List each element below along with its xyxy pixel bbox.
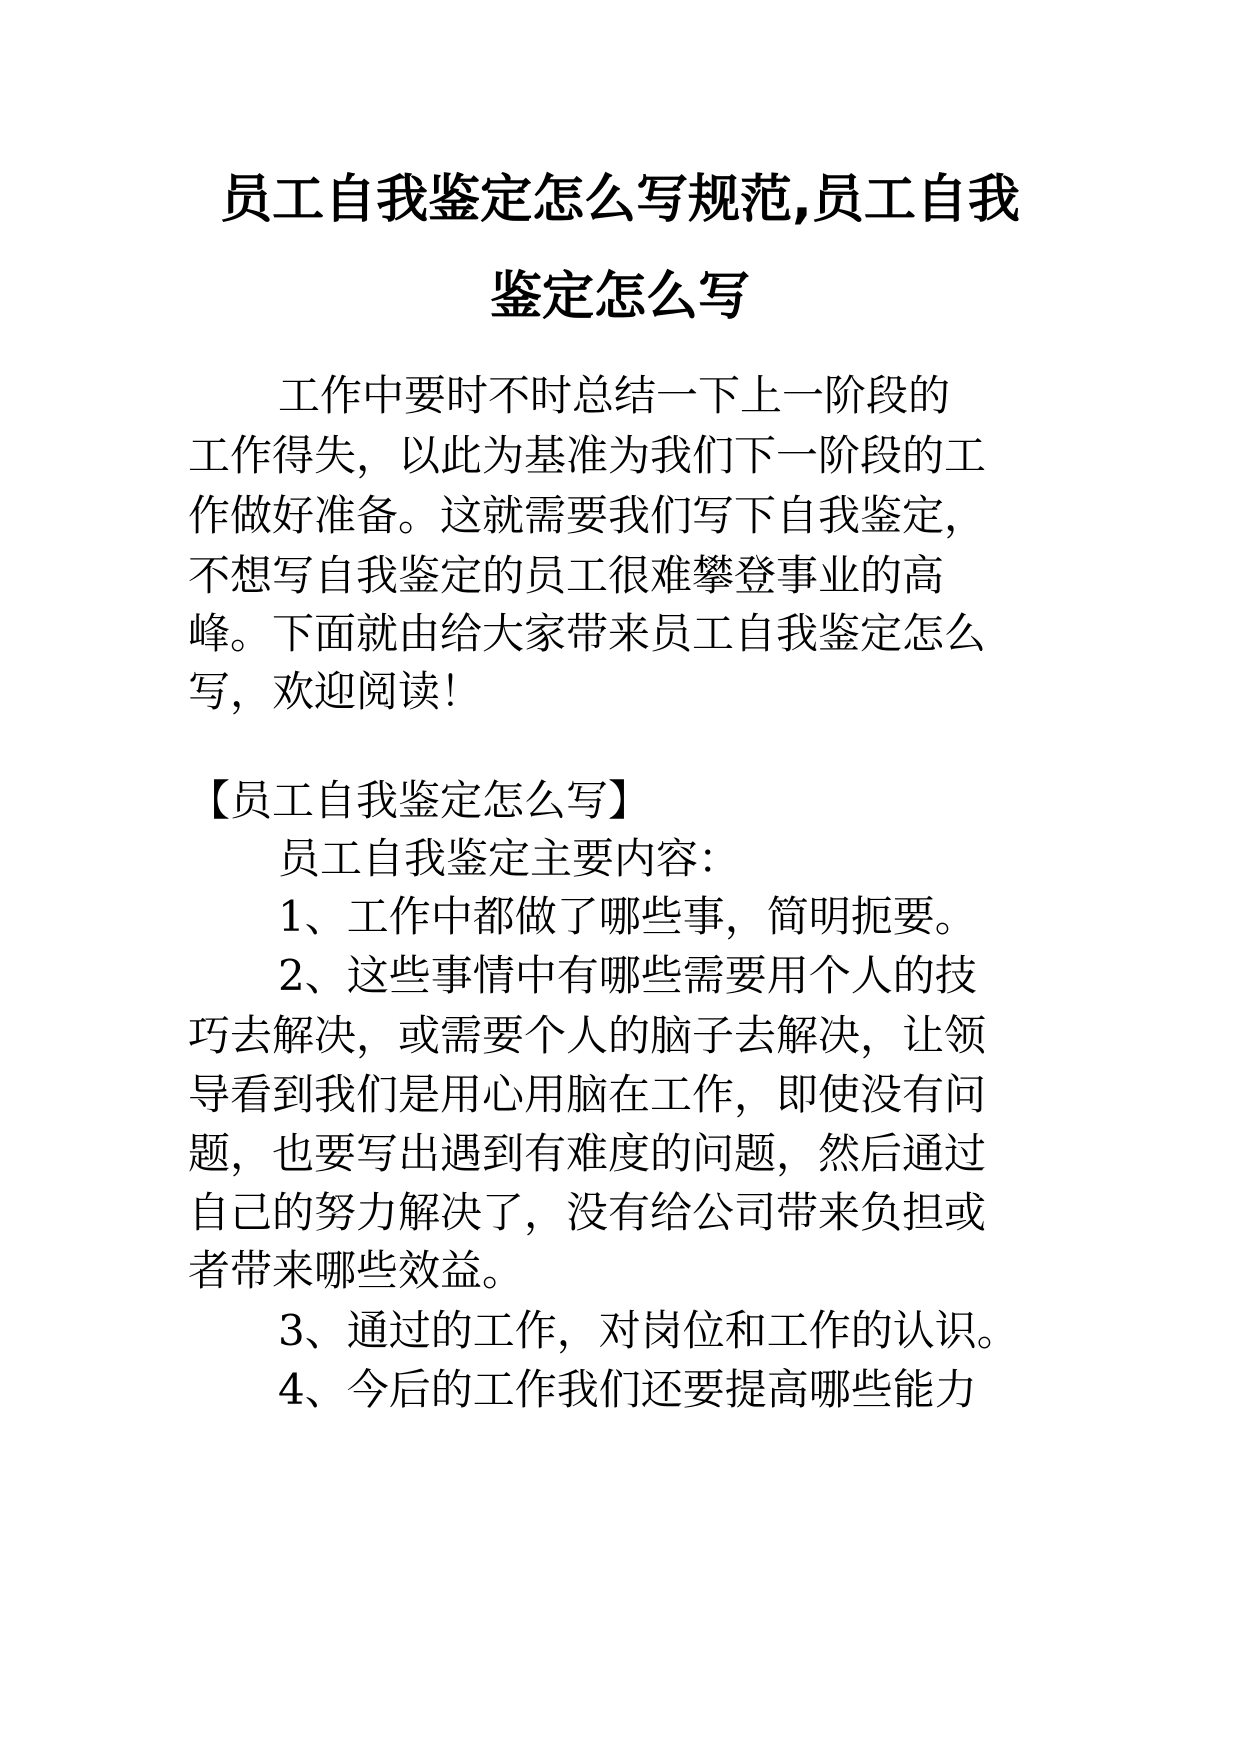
section-heading: 【员工自我鉴定怎么写】	[188, 776, 651, 825]
document-title-line-2: 鉴定怎么写	[489, 267, 750, 327]
list-item-2-line: 巧去解决，或需要个人的脑子去解决，让领	[188, 1011, 987, 1060]
list-item-2-line: 者带来哪些效益。	[188, 1246, 525, 1295]
list-item-2-line: 导看到我们是用心用脑在工作，即使没有问	[188, 1070, 987, 1119]
intro-line: 工作得失，以此为基准为我们下一阶段的工	[188, 431, 987, 480]
intro-line: 峰。下面就由给大家带来员工自我鉴定怎么	[188, 609, 987, 658]
content-heading: 员工自我鉴定主要内容：	[278, 834, 741, 883]
list-item-3: 3、通过的工作，对岗位和工作的认识。	[278, 1306, 1019, 1355]
intro-line: 作做好准备。这就需要我们写下自我鉴定，	[188, 491, 987, 540]
intro-line: 工作中要时不时总结一下上一阶段的	[278, 371, 951, 420]
list-item-2-line: 2、这些事情中有哪些需要用个人的技	[278, 951, 977, 1000]
list-item-1: 1、工作中都做了哪些事，简明扼要。	[278, 892, 977, 941]
document-title-line-1: 员工自我鉴定怎么写规范,员工自我	[220, 170, 1020, 230]
intro-line: 写，欢迎阅读！	[188, 667, 483, 716]
intro-line: 不想写自我鉴定的员工很难攀登事业的高	[188, 551, 945, 600]
list-item-2-line: 题，也要写出遇到有难度的问题，然后通过	[188, 1129, 987, 1178]
list-item-4: 4、今后的工作我们还要提高哪些能力	[278, 1365, 977, 1414]
list-item-2-line: 自己的努力解决了，没有给公司带来负担或	[188, 1188, 987, 1237]
